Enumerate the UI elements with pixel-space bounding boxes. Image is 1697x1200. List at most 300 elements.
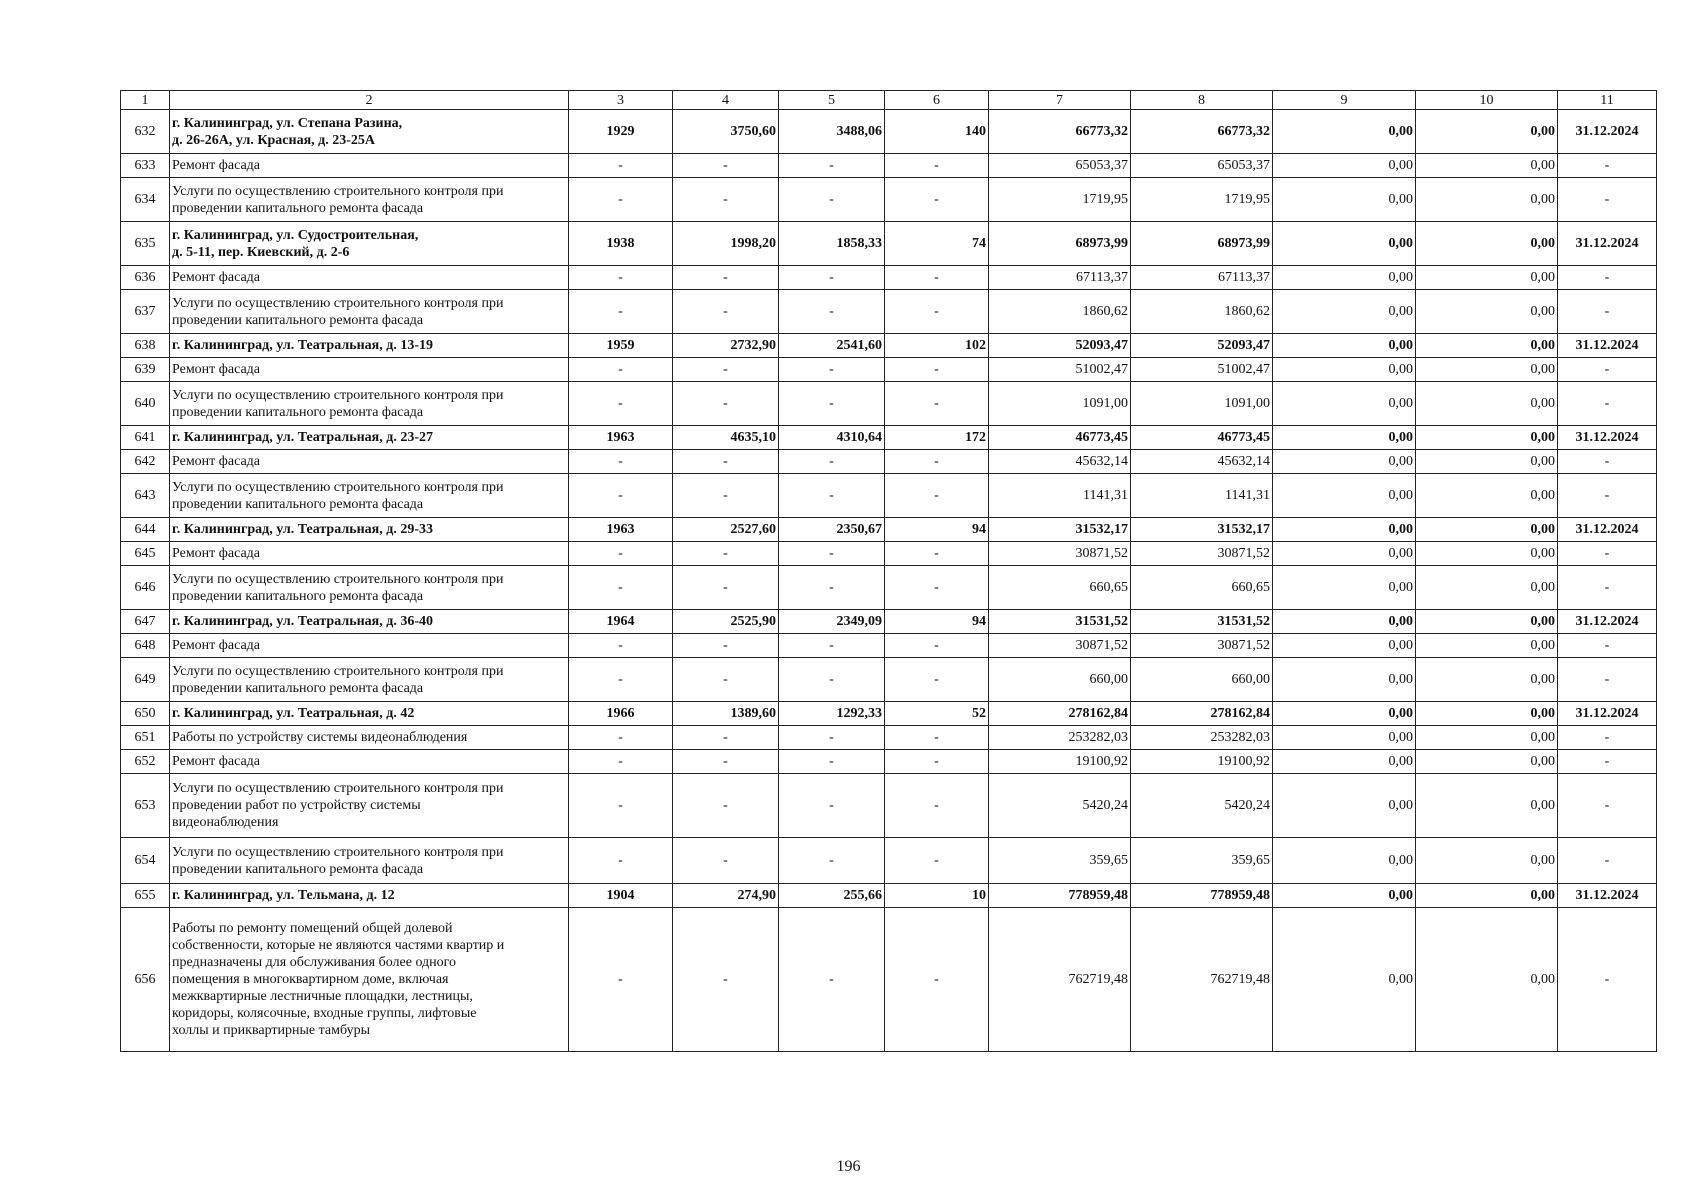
table-row	[121, 726, 1657, 750]
deadline-cell: -	[1558, 382, 1657, 426]
cost-total-cell: 1141,31	[989, 474, 1131, 518]
residents-cell: 94	[885, 610, 989, 634]
area-living-cell: 255,66	[779, 884, 885, 908]
cost-fund-cell: 1860,62	[1131, 290, 1273, 334]
row-number-cell: 656	[121, 908, 170, 1052]
area-total-cell: 4635,10	[673, 426, 779, 450]
column-header: 9	[1273, 91, 1416, 110]
document-sheet	[120, 90, 1656, 1052]
cost-fund-cell: 253282,03	[1131, 726, 1273, 750]
area-total-cell: -	[673, 566, 779, 610]
cost-budget-cell: 0,00	[1273, 566, 1416, 610]
residents-cell: -	[885, 358, 989, 382]
cost-other-cell: 0,00	[1416, 154, 1558, 178]
area-total-cell: -	[673, 658, 779, 702]
area-living-cell: -	[779, 474, 885, 518]
row-number-cell: 651	[121, 726, 170, 750]
area-total-cell: -	[673, 774, 779, 838]
year-cell: -	[569, 774, 673, 838]
year-cell: -	[569, 542, 673, 566]
year-cell: -	[569, 750, 673, 774]
cost-other-cell: 0,00	[1416, 658, 1558, 702]
column-header: 3	[569, 91, 673, 110]
cost-other-cell: 0,00	[1416, 450, 1558, 474]
deadline-cell: 31.12.2024	[1558, 518, 1657, 542]
column-header: 10	[1416, 91, 1558, 110]
cost-other-cell: 0,00	[1416, 774, 1558, 838]
cost-other-cell: 0,00	[1416, 110, 1558, 154]
table-row	[121, 426, 1657, 450]
area-living-cell: -	[779, 358, 885, 382]
deadline-cell: -	[1558, 542, 1657, 566]
cost-total-cell: 52093,47	[989, 334, 1131, 358]
cost-total-cell: 51002,47	[989, 358, 1131, 382]
residents-cell: 52	[885, 702, 989, 726]
area-living-cell: -	[779, 542, 885, 566]
cost-other-cell: 0,00	[1416, 266, 1558, 290]
area-total-cell: 1389,60	[673, 702, 779, 726]
cost-other-cell: 0,00	[1416, 542, 1558, 566]
year-cell: -	[569, 154, 673, 178]
description-cell: Ремонт фасада	[170, 358, 569, 382]
area-living-cell: -	[779, 290, 885, 334]
cost-other-cell: 0,00	[1416, 474, 1558, 518]
cost-other-cell: 0,00	[1416, 222, 1558, 266]
description-cell: г. Калининград, ул. Театральная, д. 29-33	[170, 518, 569, 542]
deadline-cell: 31.12.2024	[1558, 884, 1657, 908]
description-cell: Ремонт фасада	[170, 450, 569, 474]
cost-budget-cell: 0,00	[1273, 178, 1416, 222]
deadline-cell: -	[1558, 908, 1657, 1052]
area-living-cell: -	[779, 658, 885, 702]
column-header: 2	[170, 91, 569, 110]
description-cell: г. Калининград, ул. Театральная, д. 13-19	[170, 334, 569, 358]
deadline-cell: -	[1558, 726, 1657, 750]
area-living-cell: -	[779, 178, 885, 222]
cost-fund-cell: 1719,95	[1131, 178, 1273, 222]
area-living-cell: -	[779, 450, 885, 474]
cost-fund-cell: 1091,00	[1131, 382, 1273, 426]
row-number-cell: 632	[121, 110, 170, 154]
area-living-cell: 3488,06	[779, 110, 885, 154]
column-header: 11	[1558, 91, 1657, 110]
cost-fund-cell: 68973,99	[1131, 222, 1273, 266]
cost-fund-cell: 45632,14	[1131, 450, 1273, 474]
cost-total-cell: 46773,45	[989, 426, 1131, 450]
area-total-cell: -	[673, 178, 779, 222]
row-number-cell: 635	[121, 222, 170, 266]
area-living-cell: -	[779, 774, 885, 838]
deadline-cell: -	[1558, 658, 1657, 702]
cost-total-cell: 359,65	[989, 838, 1131, 884]
cost-fund-cell: 19100,92	[1131, 750, 1273, 774]
residents-cell: -	[885, 566, 989, 610]
cost-fund-cell: 1141,31	[1131, 474, 1273, 518]
description-cell: Ремонт фасада	[170, 750, 569, 774]
residents-cell: 102	[885, 334, 989, 358]
residents-cell: -	[885, 838, 989, 884]
residents-cell: -	[885, 382, 989, 426]
area-total-cell: -	[673, 154, 779, 178]
cost-budget-cell: 0,00	[1273, 334, 1416, 358]
cost-other-cell: 0,00	[1416, 518, 1558, 542]
residents-cell: -	[885, 658, 989, 702]
cost-other-cell: 0,00	[1416, 426, 1558, 450]
residents-cell: -	[885, 290, 989, 334]
column-header: 6	[885, 91, 989, 110]
cost-total-cell: 278162,84	[989, 702, 1131, 726]
residents-cell: 10	[885, 884, 989, 908]
cost-budget-cell: 0,00	[1273, 702, 1416, 726]
area-living-cell: 4310,64	[779, 426, 885, 450]
area-living-cell: -	[779, 634, 885, 658]
area-living-cell: -	[779, 838, 885, 884]
table-row	[121, 838, 1657, 884]
area-total-cell: -	[673, 358, 779, 382]
area-total-cell: -	[673, 726, 779, 750]
description-cell: Услуги по осуществлению строительного контроля при проведении капитального ремонта фасада	[170, 474, 569, 518]
table-row	[121, 178, 1657, 222]
row-number-cell: 647	[121, 610, 170, 634]
area-total-cell: 2527,60	[673, 518, 779, 542]
column-header: 4	[673, 91, 779, 110]
table-row	[121, 774, 1657, 838]
table-row	[121, 566, 1657, 610]
year-cell: 1938	[569, 222, 673, 266]
table-row	[121, 750, 1657, 774]
column-header: 8	[1131, 91, 1273, 110]
area-total-cell: -	[673, 542, 779, 566]
cost-budget-cell: 0,00	[1273, 726, 1416, 750]
table-row	[121, 610, 1657, 634]
column-header: 1	[121, 91, 170, 110]
area-total-cell: -	[673, 450, 779, 474]
residents-cell: -	[885, 908, 989, 1052]
cost-fund-cell: 31532,17	[1131, 518, 1273, 542]
row-number-cell: 644	[121, 518, 170, 542]
table-row	[121, 382, 1657, 426]
row-number-cell: 654	[121, 838, 170, 884]
residents-cell: -	[885, 726, 989, 750]
residents-cell: -	[885, 634, 989, 658]
cost-fund-cell: 778959,48	[1131, 884, 1273, 908]
description-cell: г. Калининград, ул. Театральная, д. 42	[170, 702, 569, 726]
cost-budget-cell: 0,00	[1273, 634, 1416, 658]
deadline-cell: 31.12.2024	[1558, 610, 1657, 634]
column-number-row	[121, 91, 1657, 110]
row-number-cell: 637	[121, 290, 170, 334]
year-cell: -	[569, 726, 673, 750]
description-cell: Услуги по осуществлению строительного контроля при проведении капитального ремонта фасада	[170, 838, 569, 884]
description-cell: г. Калининград, ул. Театральная, д. 23-27	[170, 426, 569, 450]
deadline-cell: -	[1558, 290, 1657, 334]
area-living-cell: 2541,60	[779, 334, 885, 358]
cost-total-cell: 68973,99	[989, 222, 1131, 266]
table-row	[121, 634, 1657, 658]
cost-other-cell: 0,00	[1416, 838, 1558, 884]
area-total-cell: -	[673, 382, 779, 426]
cost-other-cell: 0,00	[1416, 358, 1558, 382]
description-cell: Ремонт фасада	[170, 266, 569, 290]
area-living-cell: 2349,09	[779, 610, 885, 634]
description-cell: г. Калининград, ул. Театральная, д. 36-40	[170, 610, 569, 634]
cost-other-cell: 0,00	[1416, 750, 1558, 774]
row-number-cell: 653	[121, 774, 170, 838]
cost-total-cell: 762719,48	[989, 908, 1131, 1052]
area-total-cell: 1998,20	[673, 222, 779, 266]
table-row	[121, 290, 1657, 334]
area-living-cell: -	[779, 908, 885, 1052]
cost-budget-cell: 0,00	[1273, 658, 1416, 702]
description-cell: г. Калининград, ул. Тельмана, д. 12	[170, 884, 569, 908]
deadline-cell: -	[1558, 634, 1657, 658]
cost-fund-cell: 66773,32	[1131, 110, 1273, 154]
residents-cell: 74	[885, 222, 989, 266]
cost-other-cell: 0,00	[1416, 334, 1558, 358]
cost-fund-cell: 51002,47	[1131, 358, 1273, 382]
description-cell: Услуги по осуществлению строительного контроля при проведении капитального ремонта фасада	[170, 178, 569, 222]
residents-cell: 140	[885, 110, 989, 154]
cost-total-cell: 1719,95	[989, 178, 1131, 222]
area-total-cell: -	[673, 474, 779, 518]
year-cell: 1963	[569, 426, 673, 450]
residents-cell: -	[885, 178, 989, 222]
area-total-cell: 2732,90	[673, 334, 779, 358]
table-body	[121, 91, 1657, 1052]
year-cell: -	[569, 658, 673, 702]
area-living-cell: -	[779, 154, 885, 178]
table-row	[121, 222, 1657, 266]
deadline-cell: 31.12.2024	[1558, 222, 1657, 266]
cost-total-cell: 660,65	[989, 566, 1131, 610]
row-number-cell: 650	[121, 702, 170, 726]
area-living-cell: -	[779, 566, 885, 610]
deadline-cell: 31.12.2024	[1558, 426, 1657, 450]
year-cell: -	[569, 266, 673, 290]
area-living-cell: 1292,33	[779, 702, 885, 726]
cost-total-cell: 253282,03	[989, 726, 1131, 750]
cost-budget-cell: 0,00	[1273, 382, 1416, 426]
residents-cell: -	[885, 474, 989, 518]
description-cell: Услуги по осуществлению строительного контроля при проведении капитального ремонта фасада	[170, 290, 569, 334]
deadline-cell: -	[1558, 266, 1657, 290]
cost-total-cell: 660,00	[989, 658, 1131, 702]
cost-fund-cell: 30871,52	[1131, 634, 1273, 658]
cost-other-cell: 0,00	[1416, 290, 1558, 334]
area-living-cell: -	[779, 750, 885, 774]
area-total-cell: -	[673, 908, 779, 1052]
deadline-cell: 31.12.2024	[1558, 334, 1657, 358]
cost-other-cell: 0,00	[1416, 610, 1558, 634]
row-number-cell: 641	[121, 426, 170, 450]
year-cell: -	[569, 908, 673, 1052]
row-number-cell: 642	[121, 450, 170, 474]
cost-total-cell: 67113,37	[989, 266, 1131, 290]
row-number-cell: 633	[121, 154, 170, 178]
cost-fund-cell: 67113,37	[1131, 266, 1273, 290]
table-row	[121, 702, 1657, 726]
row-number-cell: 636	[121, 266, 170, 290]
cost-other-cell: 0,00	[1416, 908, 1558, 1052]
cost-budget-cell: 0,00	[1273, 290, 1416, 334]
cost-fund-cell: 52093,47	[1131, 334, 1273, 358]
cost-total-cell: 30871,52	[989, 634, 1131, 658]
cost-budget-cell: 0,00	[1273, 610, 1416, 634]
row-number-cell: 645	[121, 542, 170, 566]
year-cell: -	[569, 838, 673, 884]
deadline-cell: -	[1558, 838, 1657, 884]
deadline-cell: -	[1558, 178, 1657, 222]
year-cell: 1929	[569, 110, 673, 154]
area-total-cell: 2525,90	[673, 610, 779, 634]
row-number-cell: 643	[121, 474, 170, 518]
year-cell: -	[569, 566, 673, 610]
table-row	[121, 474, 1657, 518]
cost-total-cell: 31531,52	[989, 610, 1131, 634]
residents-cell: 94	[885, 518, 989, 542]
row-number-cell: 646	[121, 566, 170, 610]
area-living-cell: 1858,33	[779, 222, 885, 266]
cost-budget-cell: 0,00	[1273, 266, 1416, 290]
year-cell: -	[569, 474, 673, 518]
cost-budget-cell: 0,00	[1273, 518, 1416, 542]
year-cell: 1963	[569, 518, 673, 542]
description-cell: Ремонт фасада	[170, 634, 569, 658]
cost-budget-cell: 0,00	[1273, 426, 1416, 450]
cost-fund-cell: 5420,24	[1131, 774, 1273, 838]
table-row	[121, 884, 1657, 908]
deadline-cell: -	[1558, 566, 1657, 610]
deadline-cell: -	[1558, 450, 1657, 474]
cost-other-cell: 0,00	[1416, 884, 1558, 908]
table-row	[121, 908, 1657, 1052]
cost-budget-cell: 0,00	[1273, 884, 1416, 908]
table-row	[121, 154, 1657, 178]
area-living-cell: -	[779, 382, 885, 426]
deadline-cell: -	[1558, 358, 1657, 382]
table-row	[121, 110, 1657, 154]
cost-fund-cell: 46773,45	[1131, 426, 1273, 450]
cost-budget-cell: 0,00	[1273, 110, 1416, 154]
cost-other-cell: 0,00	[1416, 726, 1558, 750]
cost-total-cell: 66773,32	[989, 110, 1131, 154]
description-cell: Работы по устройству системы видеонаблюдения	[170, 726, 569, 750]
year-cell: -	[569, 358, 673, 382]
row-number-cell: 652	[121, 750, 170, 774]
row-number-cell: 648	[121, 634, 170, 658]
cost-total-cell: 778959,48	[989, 884, 1131, 908]
year-cell: -	[569, 450, 673, 474]
row-number-cell: 640	[121, 382, 170, 426]
area-living-cell: 2350,67	[779, 518, 885, 542]
area-living-cell: -	[779, 726, 885, 750]
cost-budget-cell: 0,00	[1273, 474, 1416, 518]
year-cell: -	[569, 634, 673, 658]
description-cell: Услуги по осуществлению строительного контроля при проведении капитального ремонта фасада	[170, 566, 569, 610]
table-row	[121, 358, 1657, 382]
cost-fund-cell: 660,65	[1131, 566, 1273, 610]
year-cell: 1904	[569, 884, 673, 908]
cost-other-cell: 0,00	[1416, 566, 1558, 610]
year-cell: -	[569, 178, 673, 222]
table-row	[121, 334, 1657, 358]
cost-total-cell: 1860,62	[989, 290, 1131, 334]
description-cell: г. Калининград, ул. Судостроительная, д. 5-11, пер. Киевский, д. 2-6	[170, 222, 569, 266]
cost-fund-cell: 359,65	[1131, 838, 1273, 884]
cost-budget-cell: 0,00	[1273, 750, 1416, 774]
page-number: 196	[836, 1158, 861, 1175]
year-cell: 1959	[569, 334, 673, 358]
area-total-cell: 3750,60	[673, 110, 779, 154]
cost-fund-cell: 762719,48	[1131, 908, 1273, 1052]
cost-budget-cell: 0,00	[1273, 838, 1416, 884]
residents-cell: -	[885, 154, 989, 178]
row-number-cell: 638	[121, 334, 170, 358]
cost-other-cell: 0,00	[1416, 702, 1558, 726]
cost-total-cell: 19100,92	[989, 750, 1131, 774]
cost-total-cell: 31532,17	[989, 518, 1131, 542]
residents-cell: -	[885, 450, 989, 474]
description-cell: г. Калининград, ул. Степана Разина, д. 26-26А, ул. Красная, д. 23-25А	[170, 110, 569, 154]
residents-cell: -	[885, 266, 989, 290]
table-row	[121, 450, 1657, 474]
column-header: 7	[989, 91, 1131, 110]
residents-cell: -	[885, 774, 989, 838]
year-cell: 1964	[569, 610, 673, 634]
deadline-cell: 31.12.2024	[1558, 702, 1657, 726]
description-cell: Ремонт фасада	[170, 154, 569, 178]
area-total-cell: -	[673, 634, 779, 658]
cost-budget-cell: 0,00	[1273, 450, 1416, 474]
cost-fund-cell: 660,00	[1131, 658, 1273, 702]
cost-fund-cell: 65053,37	[1131, 154, 1273, 178]
cost-total-cell: 45632,14	[989, 450, 1131, 474]
row-number-cell: 634	[121, 178, 170, 222]
cost-total-cell: 5420,24	[989, 774, 1131, 838]
cost-budget-cell: 0,00	[1273, 542, 1416, 566]
cost-other-cell: 0,00	[1416, 634, 1558, 658]
area-living-cell: -	[779, 266, 885, 290]
description-cell: Услуги по осуществлению строительного контроля при проведении капитального ремонта фасада	[170, 658, 569, 702]
cost-total-cell: 1091,00	[989, 382, 1131, 426]
row-number-cell: 655	[121, 884, 170, 908]
deadline-cell: -	[1558, 474, 1657, 518]
description-cell: Услуги по осуществлению строительного контроля при проведении работ по устройству системы видеонаблюдения	[170, 774, 569, 838]
description-cell: Ремонт фасада	[170, 542, 569, 566]
cost-other-cell: 0,00	[1416, 178, 1558, 222]
cost-budget-cell: 0,00	[1273, 358, 1416, 382]
year-cell: -	[569, 290, 673, 334]
column-header: 5	[779, 91, 885, 110]
deadline-cell: -	[1558, 750, 1657, 774]
cost-budget-cell: 0,00	[1273, 774, 1416, 838]
cost-fund-cell: 31531,52	[1131, 610, 1273, 634]
deadline-cell: 31.12.2024	[1558, 110, 1657, 154]
repair-schedule-table	[120, 90, 1657, 1052]
table-row	[121, 518, 1657, 542]
year-cell: 1966	[569, 702, 673, 726]
description-cell: Услуги по осуществлению строительного контроля при проведении капитального ремонта фасада	[170, 382, 569, 426]
area-total-cell: -	[673, 838, 779, 884]
row-number-cell: 649	[121, 658, 170, 702]
description-cell: Работы по ремонту помещений общей долевой собственности, которые не являются частями квартир и предназначены для обслуживания более одного помещения в многоквартирном доме, включая межквартирные лестничные площадки, лестницы, коридоры, колясочные, входные группы, лифтовые холлы и приквартирные тамбуры	[170, 908, 569, 1052]
year-cell: -	[569, 382, 673, 426]
area-total-cell: 274,90	[673, 884, 779, 908]
deadline-cell: -	[1558, 154, 1657, 178]
residents-cell: -	[885, 542, 989, 566]
cost-budget-cell: 0,00	[1273, 908, 1416, 1052]
cost-other-cell: 0,00	[1416, 382, 1558, 426]
